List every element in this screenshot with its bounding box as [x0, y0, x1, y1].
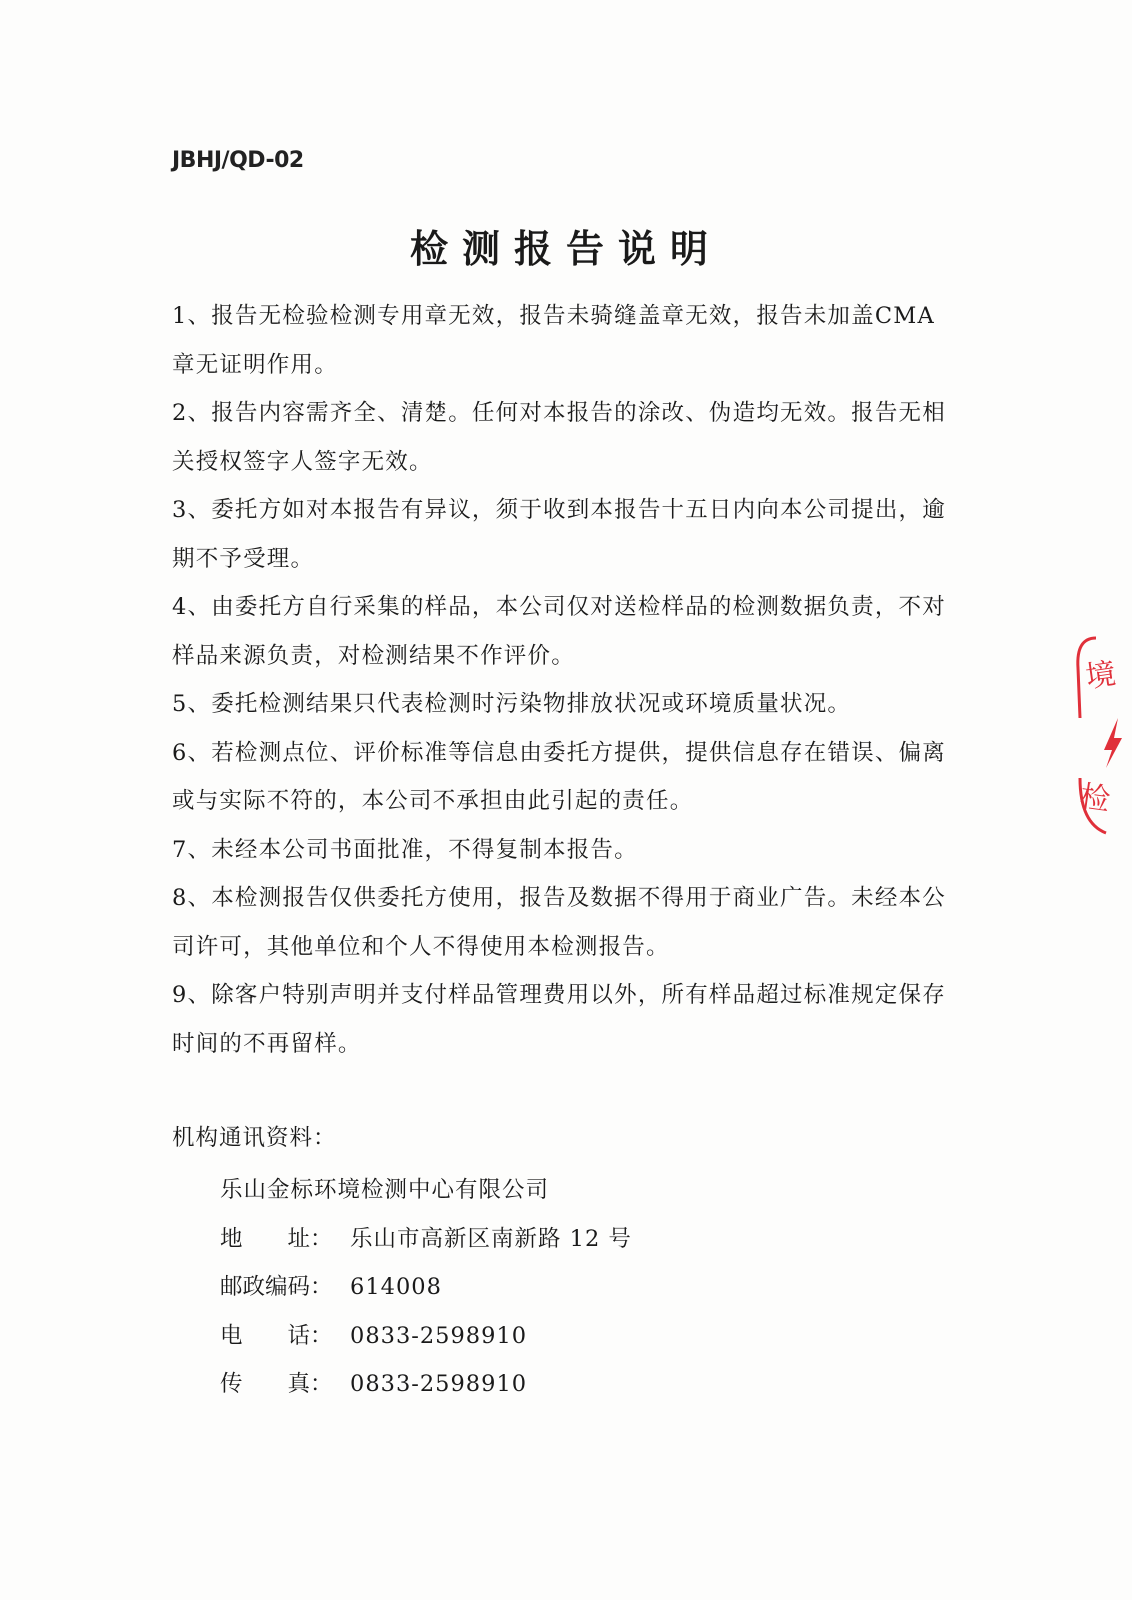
org-postcode-line	[220, 1263, 632, 1312]
clause-item: 8、本检测报告仅供委托方使用，报告及数据不得用于商业广告。未经本公司许可，其他单位和个人不得使用本检测报告。	[172, 885, 946, 960]
address-label: 地 址：	[220, 1225, 333, 1252]
org-contact-block	[220, 1166, 632, 1409]
clause-item: 2、报告内容需齐全、清楚。任何对本报告的涂改、伪造均无效。报告无相关授权签字人签字无效。	[172, 400, 946, 475]
red-seal-stamp	[1066, 628, 1132, 848]
org-name	[220, 1166, 632, 1215]
phone-label: 电 话：	[220, 1322, 333, 1349]
seal-star-icon	[1104, 718, 1122, 768]
clause-item: 1、报告无检验检测专用章无效，报告未骑缝盖章无效，报告未加盖CMA 章无证明作用。	[172, 303, 935, 378]
clause-item: 3、委托方如对本报告有异议，须于收到本报告十五日内向本公司提出，逾期不予受理。	[172, 497, 946, 572]
org-fax-line	[220, 1360, 632, 1409]
clause-item: 5、委托检测结果只代表检测时污染物排放状况或环境质量状况。	[172, 691, 852, 717]
postcode-value: 614008	[350, 1274, 442, 1300]
page-title: 检测报告说明	[409, 226, 722, 271]
document-code: JBHJ/QD-02	[172, 148, 304, 173]
clause-item: 7、未经本公司书面批准，不得复制本报告。	[172, 836, 638, 863]
phone-value: 0833-2598910	[350, 1322, 528, 1349]
postcode-label: 邮政编码：	[220, 1274, 333, 1300]
org-phone-line	[220, 1312, 632, 1361]
seal-text-bottom: 检	[1077, 779, 1113, 819]
address-value: 乐山市高新区南新路 12 号	[350, 1225, 632, 1252]
clause-item: 4、由委托方自行采集的样品，本公司仅对送检样品的检测数据负责，不对样品来源负责，对检测结果不作评价。	[172, 594, 946, 669]
clause-item: 9、除客户特别声明并支付样品管理费用以外，所有样品超过标准规定保存时间的不再留样。	[172, 982, 946, 1057]
fax-label: 传 真：	[220, 1371, 333, 1397]
seal-text-top: 境	[1083, 656, 1119, 696]
org-name-text: 乐山金标环境检测中心有限公司	[220, 1177, 550, 1203]
clause-list	[172, 292, 952, 1068]
fax-value: 0833-2598910	[350, 1371, 528, 1397]
org-contact-heading: 机构通讯资料：	[172, 1125, 337, 1151]
org-address-line	[220, 1215, 632, 1264]
clause-item: 6、若检测点位、评价标准等信息由委托方提供，提供信息存在错误、偏离或与实际不符的，本公司不承担由此引起的责任。	[172, 739, 946, 814]
